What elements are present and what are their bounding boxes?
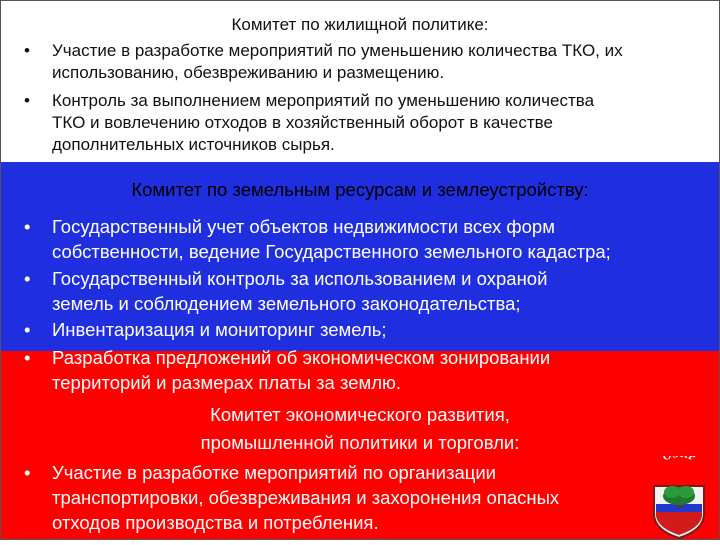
bullet: •: [24, 268, 31, 289]
section2-item-4: [52, 345, 714, 395]
section2-item-2: [52, 266, 714, 316]
line: Контроль за выполнением мероприятий по уменьшению количества: [52, 91, 595, 110]
line: Участие в разработке мероприятий по уменьшению количества ТКО, их: [52, 41, 623, 60]
svg-text:ОЭКР: [661, 456, 698, 464]
line: использованию, обезвреживанию и размещению.: [52, 63, 445, 82]
section2-title: Комитет по земельным ресурсам и землеустройству:: [131, 179, 589, 200]
line: территорий и размерах платы за землю.: [52, 372, 402, 393]
section2-item-3: [52, 317, 714, 342]
section3-title-line2: промышленной политики и торговли:: [200, 432, 520, 453]
bullet: •: [24, 216, 31, 237]
section2-item-1: [52, 214, 714, 264]
emblem: [642, 456, 716, 540]
line: отходов производства и потребления.: [52, 512, 379, 533]
bullet: •: [24, 462, 31, 483]
line: Участие в разработке мероприятий по организации: [52, 462, 497, 483]
line: Разработка предложений об экономическом зонировании: [52, 347, 551, 368]
section3-item-1: [52, 460, 652, 535]
bullet: •: [24, 91, 30, 110]
bullet: •: [24, 347, 31, 368]
line: Инвентаризация и мониторинг земель;: [52, 319, 387, 340]
line: транспортировки, обезвреживания и захоронения опасных: [52, 487, 560, 508]
section1-title: Комитет по жилищной политике:: [231, 15, 489, 34]
line: ТКО и вовлечению отходов в хозяйственный оборот в качестве: [52, 113, 553, 132]
bullet: •: [24, 319, 31, 340]
tree-shield-icon: [642, 456, 716, 540]
section1-item-1: [52, 40, 714, 84]
section1-item-2: [52, 90, 714, 156]
line: собственности, ведение Государственного земельного кадастра;: [52, 241, 611, 262]
section3-title-line1: Комитет экономического развития,: [210, 404, 510, 425]
line: Государственный учет объектов недвижимости всех форм: [52, 216, 555, 237]
line: земель и соблюдением земельного законодательства;: [52, 293, 521, 314]
emblem-text: О Р: [660, 456, 698, 464]
line: Государственный контроль за использованием и охраной: [52, 268, 548, 289]
line: дополнительных источников сырья.: [52, 135, 335, 154]
bullet: •: [24, 41, 30, 60]
